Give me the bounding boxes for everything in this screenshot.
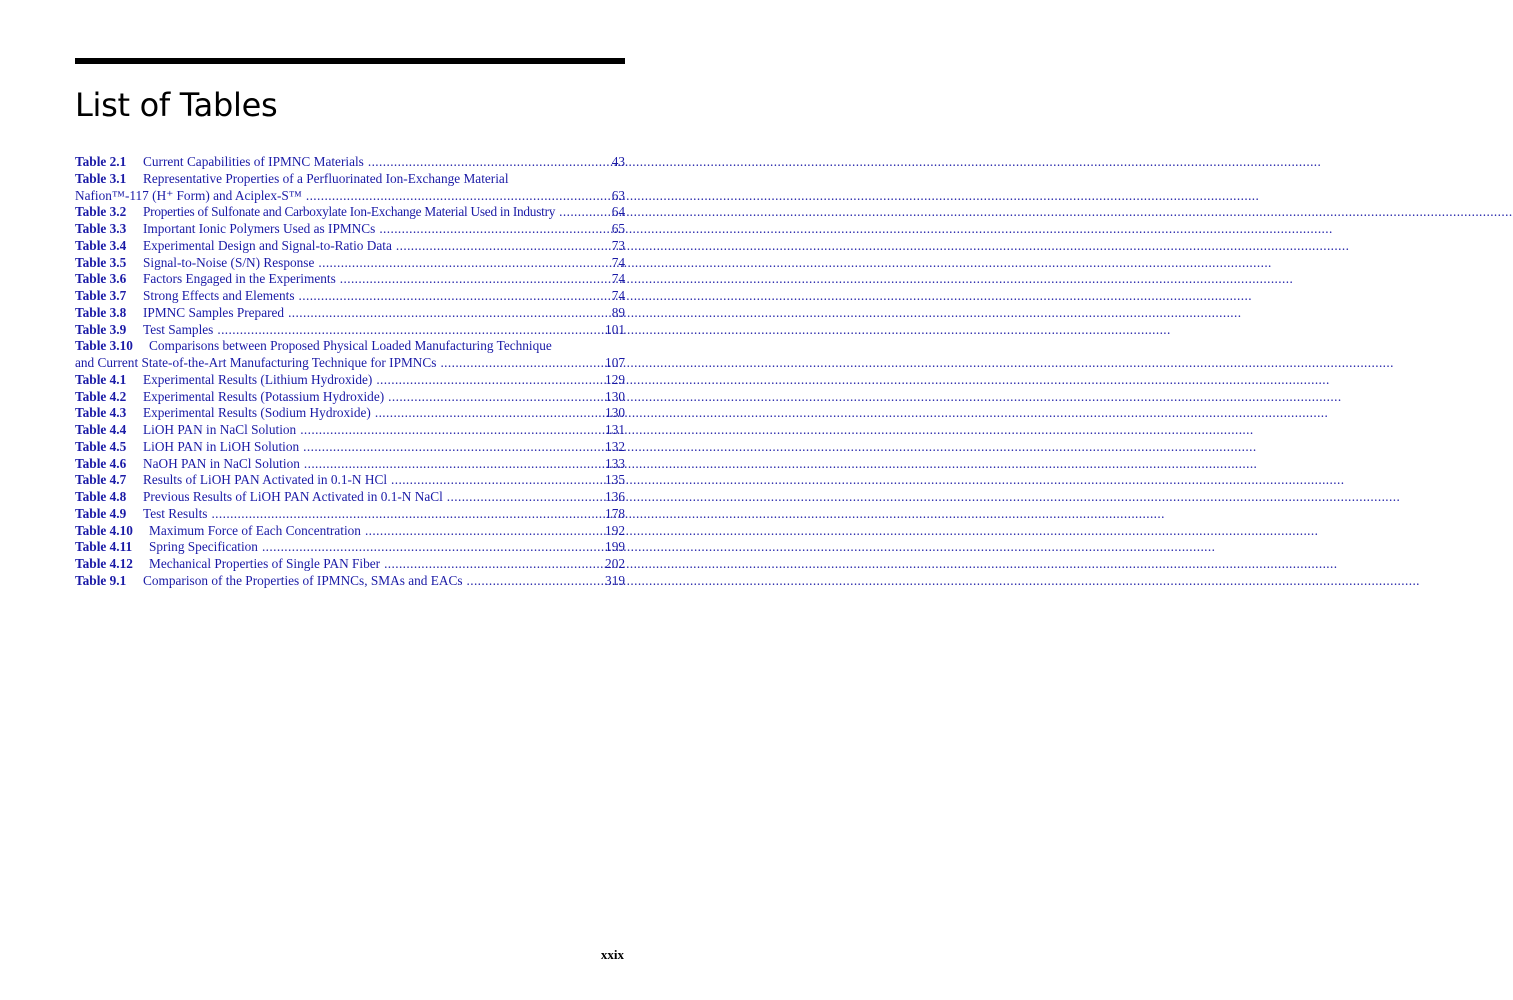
page-number: 63 — [611, 187, 625, 203]
toc-entry[interactable] — [75, 389, 625, 406]
toc-entry[interactable] — [75, 154, 625, 171]
table-title: Experimental Results (Lithium Hydroxide) — [143, 371, 373, 387]
page-number: 43 — [611, 154, 625, 169]
dot-leader — [447, 489, 603, 506]
table-number: Table 9.1 — [75, 572, 127, 588]
page-number: 136 — [605, 489, 625, 504]
table-number: Table 3.7 — [75, 288, 127, 303]
table-title-continued: and Current State-of-the-Art Manufacturing Technique for IPMNCs — [75, 355, 437, 370]
page-number: 74 — [611, 254, 625, 270]
toc-entry[interactable] — [75, 439, 625, 456]
table-number: Table 4.12 — [75, 556, 133, 571]
table-title: Test Results — [143, 505, 208, 521]
dot-leader — [304, 456, 603, 473]
table-title: LiOH PAN in LiOH Solution — [143, 438, 300, 454]
page-number: 192 — [605, 522, 625, 538]
table-number: Table 4.9 — [75, 505, 127, 521]
table-title: Test Samples — [143, 321, 214, 337]
dot-leader — [467, 573, 604, 590]
toc-entry[interactable] — [75, 204, 625, 221]
dot-leader — [318, 255, 609, 272]
table-number: Table 3.2 — [75, 204, 127, 220]
page-number: 107 — [605, 355, 625, 370]
table-title: Factors Engaged in the Experiments — [143, 271, 336, 287]
toc-entry[interactable] — [75, 221, 625, 238]
table-number: Table 3.5 — [75, 254, 127, 270]
dot-leader — [262, 539, 603, 556]
page-number: 89 — [611, 304, 625, 320]
toc-entry[interactable] — [75, 322, 625, 339]
table-number: Table 4.3 — [75, 405, 127, 421]
table-number: Table 3.9 — [75, 321, 127, 337]
toc-entry[interactable] — [75, 456, 625, 473]
table-title: Representative Properties of a Perfluorinated Ion-Exchange Material — [143, 170, 509, 186]
toc-entry[interactable] — [75, 171, 625, 205]
table-title: Spring Specification — [149, 539, 258, 555]
table-title: Current Capabilities of IPMNC Materials — [143, 154, 364, 169]
table-number: Table 3.8 — [75, 304, 127, 320]
toc-entry[interactable] — [75, 372, 625, 389]
table-number: Table 4.6 — [75, 455, 127, 471]
table-title: Maximum Force of Each Concentration — [149, 522, 361, 538]
table-title: Comparisons between Proposed Physical Loaded Manufacturing Technique — [149, 338, 552, 354]
dot-leader — [559, 204, 610, 221]
table-number: Table 3.4 — [75, 237, 127, 253]
table-number: Table 4.11 — [75, 539, 133, 555]
table-title: Properties of Sulfonate and Carboxylate Ion-Exchange Material Used in Industry — [143, 204, 556, 220]
toc-entry[interactable] — [75, 271, 625, 288]
page-number: 199 — [605, 539, 625, 555]
dot-leader — [440, 355, 603, 372]
table-title: Results of LiOH PAN Activated in 0.1-N HCl — [143, 472, 388, 488]
dot-leader — [365, 523, 603, 540]
toc-entry[interactable] — [75, 338, 625, 372]
top-rule — [75, 58, 625, 64]
table-list — [75, 154, 625, 590]
toc-entry[interactable] — [75, 255, 625, 272]
table-title: Previous Results of LiOH PAN Activated in 0.1-N NaCl — [143, 489, 443, 504]
table-number: Table 4.8 — [75, 489, 127, 504]
page-number: 135 — [605, 472, 625, 488]
table-number: Table 3.10 — [75, 338, 133, 354]
dot-leader — [306, 188, 610, 205]
dot-leader — [375, 405, 603, 422]
page-number: 131 — [605, 422, 625, 437]
page-number: 101 — [605, 321, 625, 337]
dot-leader — [303, 439, 603, 456]
toc-entry[interactable] — [75, 539, 625, 556]
page-number: 130 — [605, 388, 625, 404]
table-number: Table 3.1 — [75, 170, 127, 186]
dot-leader — [299, 288, 610, 305]
table-number: Table 4.10 — [75, 522, 133, 538]
page-number: 65 — [611, 221, 625, 236]
page-number: 133 — [605, 455, 625, 471]
dot-leader — [384, 556, 603, 573]
dot-leader — [391, 472, 603, 489]
page-number: 129 — [605, 371, 625, 387]
dot-leader — [340, 271, 610, 288]
table-title: Signal-to-Noise (S/N) Response — [143, 254, 315, 270]
page-number: 202 — [605, 556, 625, 571]
table-title: NaOH PAN in NaCl Solution — [143, 455, 300, 471]
table-number: Table 3.3 — [75, 221, 127, 236]
table-number: Table 4.5 — [75, 438, 127, 454]
page-number: 64 — [611, 204, 625, 220]
toc-entry[interactable] — [75, 573, 625, 590]
table-title: Mechanical Properties of Single PAN Fiber — [149, 556, 381, 571]
dot-leader — [368, 154, 610, 171]
table-title: Experimental Results (Potassium Hydroxide) — [143, 388, 385, 404]
dot-leader — [388, 389, 603, 406]
toc-entry[interactable] — [75, 523, 625, 540]
toc-entry[interactable] — [75, 288, 625, 305]
table-title: IPMNC Samples Prepared — [143, 304, 285, 320]
table-title: Experimental Design and Signal-to-Ratio Data — [143, 237, 392, 253]
dot-leader — [376, 372, 603, 389]
toc-entry[interactable] — [75, 422, 625, 439]
toc-entry[interactable] — [75, 305, 625, 322]
table-title: Important Ionic Polymers Used as IPMNCs — [143, 221, 376, 236]
table-number: Table 3.6 — [75, 271, 127, 287]
table-title-continued: Nafion™-117 (H⁺ Form) and Aciplex-S™ — [75, 187, 302, 203]
page-number: 178 — [605, 505, 625, 521]
dot-leader — [211, 506, 603, 523]
toc-entry[interactable] — [75, 506, 625, 523]
toc-entry[interactable] — [75, 472, 625, 489]
page-number: 74 — [611, 288, 625, 303]
toc-entry[interactable] — [75, 238, 625, 255]
table-number: Table 4.2 — [75, 388, 127, 404]
table-number: Table 4.7 — [75, 472, 127, 488]
dot-leader — [217, 322, 603, 339]
table-number: Table 2.1 — [75, 154, 127, 169]
page-number: 130 — [605, 405, 625, 421]
page-title: List of Tables — [75, 86, 278, 124]
dot-leader — [379, 221, 609, 238]
toc-entry[interactable] — [75, 556, 625, 573]
table-title: Strong Effects and Elements — [143, 288, 295, 303]
table-number: Table 4.4 — [75, 422, 127, 437]
table-title: Comparison of the Properties of IPMNCs, SMAs and EACs — [143, 572, 463, 588]
dot-leader — [300, 422, 603, 439]
toc-entry[interactable] — [75, 489, 625, 506]
page-number: 132 — [605, 438, 625, 454]
dot-leader — [396, 238, 610, 255]
table-number: Table 4.1 — [75, 371, 127, 387]
table-title: Experimental Results (Sodium Hydroxide) — [143, 405, 371, 421]
page-folio: xxix — [600, 947, 624, 962]
page-number: 73 — [611, 237, 625, 253]
page-number: 319 — [605, 572, 625, 588]
dot-leader — [288, 305, 610, 322]
toc-entry[interactable] — [75, 405, 625, 422]
page-number: 74 — [611, 271, 625, 287]
table-title: LiOH PAN in NaCl Solution — [143, 422, 297, 437]
